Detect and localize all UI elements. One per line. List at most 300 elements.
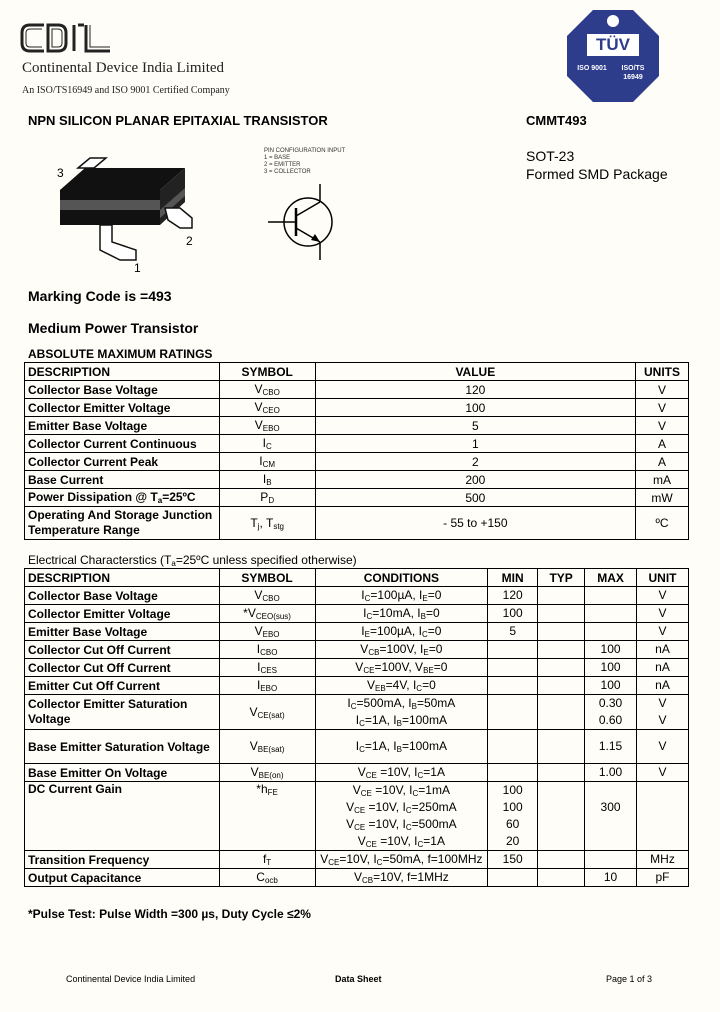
conditions-cell xyxy=(315,659,488,677)
cond-subscript: C xyxy=(364,594,371,603)
cell-line: V xyxy=(658,588,667,602)
cell-line: nA xyxy=(655,660,670,674)
tuv-badge xyxy=(565,8,661,104)
max-cell xyxy=(585,782,637,851)
symbol-cell xyxy=(219,695,315,730)
table-row xyxy=(25,471,689,489)
cond-symbol: I xyxy=(355,739,360,753)
cell-line xyxy=(588,587,633,604)
max-cell xyxy=(585,623,637,641)
cond-symbol: I xyxy=(419,588,423,602)
symbol-subscript: C xyxy=(265,442,272,451)
desc-cell xyxy=(25,507,220,540)
cond-subscript: CE xyxy=(328,858,340,867)
symbol-subscript: CEO(sus) xyxy=(255,612,291,621)
cell-line xyxy=(491,659,534,676)
cell-line xyxy=(319,712,485,729)
desc-cell: Output Capacitance xyxy=(25,869,220,887)
typ-cell xyxy=(538,605,585,623)
col-header: SYMBOL xyxy=(219,363,315,381)
abs-ratings-table xyxy=(24,362,689,540)
col-header: DESCRIPTION xyxy=(25,363,220,381)
cond-text: =0 xyxy=(427,624,442,638)
pin-1-label: 1 xyxy=(134,261,141,275)
symbol-cell xyxy=(219,587,315,605)
value-cell: 100 xyxy=(315,399,635,417)
unit-cell xyxy=(637,659,689,677)
cell-line xyxy=(640,808,685,825)
cond-symbol: V xyxy=(353,870,362,884)
cond-text: =100µA, xyxy=(370,588,420,602)
cond-symbol: V xyxy=(357,765,366,779)
cell-line: 10 xyxy=(603,870,618,884)
cond-text: =1A xyxy=(423,834,445,848)
symbol-text: I xyxy=(262,436,266,450)
cell-line: 1.00 xyxy=(598,765,623,779)
cell-line: pF xyxy=(655,870,670,884)
cond-symbol: V xyxy=(352,783,361,797)
cell-line: 100 xyxy=(600,660,621,674)
table-row xyxy=(25,435,689,453)
cond-subscript: CB xyxy=(368,648,380,657)
cond-text: =50mA xyxy=(416,696,456,710)
cond-subscript: B xyxy=(411,702,417,711)
unit-cell xyxy=(637,695,689,730)
cell-line xyxy=(319,833,485,850)
conditions-cell xyxy=(315,677,488,695)
cell-line xyxy=(588,816,633,833)
symbol-cell xyxy=(219,453,315,471)
typ-cell xyxy=(538,659,585,677)
cond-symbol: I xyxy=(402,800,406,814)
col-header: SYMBOL xyxy=(219,569,315,587)
symbol-cell xyxy=(219,764,315,782)
desc-text: Collector Emitter Voltage xyxy=(28,400,171,415)
cond-symbol: I xyxy=(361,588,365,602)
cond-text: =100µA, xyxy=(369,624,419,638)
cell-line: nA xyxy=(655,678,670,692)
symbol-subscript: stg xyxy=(273,521,284,531)
desc-text: Operating And Storage Junction Temperature Range xyxy=(28,508,213,537)
conditions-cell xyxy=(315,869,488,887)
elec-title xyxy=(28,553,357,568)
tuv-right: ISO/TS 16949 xyxy=(621,65,645,81)
cond-symbol: I xyxy=(418,624,422,638)
cond-text: =10V, xyxy=(365,800,403,814)
footer-center: Data Sheet xyxy=(335,974,382,984)
cond-text: =500mA, xyxy=(356,696,409,710)
conditions-cell xyxy=(315,782,488,851)
cond-subscript: CE xyxy=(365,840,377,849)
cond-subscript: B xyxy=(396,719,402,728)
cond-symbol: I xyxy=(408,696,412,710)
cell-line: V xyxy=(658,713,667,727)
symbol-cell xyxy=(219,399,315,417)
cond-text: =0 xyxy=(422,678,436,692)
unit-cell xyxy=(637,641,689,659)
symbol-text: T xyxy=(250,515,258,530)
cell-line xyxy=(319,851,485,868)
symbol-text: V xyxy=(254,400,263,414)
cell-line: 5 xyxy=(509,624,517,638)
conditions-cell xyxy=(315,695,488,730)
value-cell: 1 xyxy=(315,435,635,453)
typ-cell xyxy=(538,782,585,851)
symbol-subscript: CBO xyxy=(262,388,280,397)
desc-cell: Emitter Base Voltage xyxy=(25,623,220,641)
elec-title-text: Electrical Characterstics (T xyxy=(28,553,172,567)
min-cell xyxy=(488,677,538,695)
min-cell xyxy=(488,764,538,782)
symbol-text: *h xyxy=(256,782,268,796)
desc-cell xyxy=(25,417,220,435)
cond-subscript: B xyxy=(396,745,402,754)
value-cell: - 55 to +150 xyxy=(315,507,635,540)
symbol-cell xyxy=(219,489,315,507)
cond-symbol: V xyxy=(320,852,329,866)
desc-cell xyxy=(25,399,220,417)
min-cell xyxy=(488,641,538,659)
cell-line: V xyxy=(658,765,667,779)
cdil-logo xyxy=(18,20,128,56)
desc-cell: Collector Emitter Voltage xyxy=(25,605,220,623)
unit-cell xyxy=(637,587,689,605)
table-row xyxy=(25,453,689,471)
cell-line xyxy=(588,851,633,868)
symbol-cell xyxy=(219,417,315,435)
symbol-subscript: CM xyxy=(262,460,276,469)
unit-cell: V xyxy=(636,417,689,435)
cond-subscript: CE xyxy=(363,666,375,675)
unit-cell xyxy=(637,677,689,695)
pin-config-line: 2 = EMITTER xyxy=(264,162,301,168)
pin-config-line: 3 = COLLECTOR xyxy=(264,169,311,175)
cell-line: V xyxy=(658,696,667,710)
cell-line xyxy=(319,869,485,886)
symbol-cell xyxy=(219,782,315,851)
cell-line xyxy=(491,677,534,694)
unit-cell: A xyxy=(636,435,689,453)
symbol-cell xyxy=(219,659,315,677)
symbol-subscript: j xyxy=(257,521,260,531)
cell-line xyxy=(319,677,485,694)
table-row xyxy=(25,417,689,435)
cond-subscript: B xyxy=(420,612,426,621)
conditions-cell xyxy=(315,623,488,641)
cell-line: MHz xyxy=(650,852,675,866)
conditions-cell xyxy=(315,605,488,623)
cond-subscript: CB xyxy=(362,876,374,885)
symbol-subscript: BE(sat) xyxy=(257,745,285,754)
table-row xyxy=(25,695,689,730)
typ-cell xyxy=(538,623,585,641)
cond-symbol: V xyxy=(355,660,364,674)
conditions-cell xyxy=(315,851,488,869)
symbol-cell xyxy=(219,605,315,623)
conditions-cell xyxy=(315,730,488,764)
max-cell xyxy=(585,695,637,730)
typ-cell xyxy=(538,730,585,764)
max-cell xyxy=(585,869,637,887)
symbol-subscript: B xyxy=(266,478,272,487)
symbol-cell xyxy=(219,381,315,399)
typ-cell xyxy=(538,851,585,869)
symbol-subscript: BE(on) xyxy=(258,771,284,780)
symbol-cell xyxy=(219,851,315,869)
cell-line xyxy=(319,623,485,640)
cond-subscript: C xyxy=(417,771,424,780)
tuv-badge-icon xyxy=(565,8,661,104)
electrical-table xyxy=(24,568,689,887)
cond-text: =0 xyxy=(425,606,440,620)
symbol-text: V xyxy=(254,624,263,638)
table-row xyxy=(25,623,689,641)
symbol-subscript: EBO xyxy=(260,684,278,693)
cond-symbol: V xyxy=(346,817,355,831)
cond-text: =10V, xyxy=(339,852,374,866)
cell-line xyxy=(319,816,485,833)
cond-subscript: C xyxy=(412,789,419,798)
abs-title: ABSOLUTE MAXIMUM RATINGS xyxy=(28,347,213,361)
cond-subscript: C xyxy=(359,745,365,754)
transistor-symbol-icon xyxy=(258,178,338,268)
cell-line xyxy=(588,605,633,622)
cond-subscript: C xyxy=(405,823,412,832)
cond-text: =100mA xyxy=(401,739,447,753)
col-header: DESCRIPTION xyxy=(25,569,220,587)
symbol-cell xyxy=(219,471,315,489)
cond-symbol: I xyxy=(402,817,406,831)
min-cell xyxy=(488,851,538,869)
cond-subscript: C xyxy=(405,806,412,815)
cell-line: 20 xyxy=(506,834,520,848)
part-number: CMMT493 xyxy=(526,113,587,128)
min-cell xyxy=(488,695,538,730)
table-row xyxy=(25,782,689,851)
cond-symbol: V xyxy=(366,678,375,692)
cond-symbol: I xyxy=(361,624,365,638)
desc-subscript: a xyxy=(157,496,163,505)
cell-line: 120 xyxy=(502,588,523,602)
col-header: UNITS xyxy=(636,363,689,381)
cond-subscript: CE xyxy=(365,771,377,780)
symbol-text: f xyxy=(262,852,267,866)
typ-cell xyxy=(538,641,585,659)
cond-subscript: CE xyxy=(354,806,366,815)
package-drawing xyxy=(50,150,200,270)
conditions-cell xyxy=(315,764,488,782)
desc-cell: Base Emitter On Voltage xyxy=(25,764,220,782)
symbol-text: I xyxy=(257,660,261,674)
unit-cell: mW xyxy=(636,489,689,507)
value-cell: 120 xyxy=(315,381,635,399)
symbol-cell xyxy=(219,507,315,540)
cell-line xyxy=(491,738,534,755)
min-cell xyxy=(488,659,538,677)
table-row xyxy=(25,587,689,605)
cell-line xyxy=(319,738,485,755)
desc-text: Emitter Base Voltage xyxy=(28,418,148,433)
desc-cell: Collector Base Voltage xyxy=(25,587,220,605)
table-row xyxy=(25,659,689,677)
symbol-cell xyxy=(219,623,315,641)
unit-cell: mA xyxy=(636,471,689,489)
symbol-subscript: CBO xyxy=(262,594,280,603)
cell-line: 150 xyxy=(502,852,523,866)
cell-line: 1.15 xyxy=(598,739,623,753)
desc-text: Collector Current Continuous xyxy=(28,436,197,451)
cond-subscript: BE xyxy=(423,666,434,675)
value-cell: 500 xyxy=(315,489,635,507)
symbol-subscript: CES xyxy=(260,666,277,675)
unit-cell xyxy=(637,851,689,869)
cell-line: V xyxy=(658,606,667,620)
unit-cell: A xyxy=(636,453,689,471)
max-cell xyxy=(585,659,637,677)
min-cell xyxy=(488,869,538,887)
table-row xyxy=(25,641,689,659)
cond-subscript: C xyxy=(416,684,423,693)
conditions-cell xyxy=(315,641,488,659)
cond-symbol: I xyxy=(373,852,377,866)
cond-symbol: V xyxy=(357,834,366,848)
symbol-cell xyxy=(219,435,315,453)
cond-symbol: I xyxy=(414,834,418,848)
cond-text: =100V, xyxy=(379,642,421,656)
pin-config xyxy=(264,148,345,176)
table-row xyxy=(25,507,689,540)
table-row xyxy=(25,851,689,869)
symbol-text: V xyxy=(249,739,258,753)
typ-cell xyxy=(538,869,585,887)
symbol-subscript: CEO xyxy=(262,406,280,415)
unit-cell xyxy=(637,764,689,782)
col-header: VALUE xyxy=(315,363,635,381)
cond-symbol: I xyxy=(409,783,413,797)
col-header: UNIT xyxy=(637,569,689,587)
symbol-subscript: EBO xyxy=(262,630,280,639)
desc-cell xyxy=(25,453,220,471)
cond-subscript: C xyxy=(350,702,357,711)
cell-line: 60 xyxy=(506,817,520,831)
desc-text: Collector Base Voltage xyxy=(28,382,158,397)
desc-text: =25ºC xyxy=(162,490,196,504)
symbol-text: *V xyxy=(243,606,256,620)
symbol-text: C xyxy=(256,870,265,884)
cond-symbol: I xyxy=(412,678,417,692)
min-cell xyxy=(488,587,538,605)
cell-line xyxy=(588,782,633,799)
cond-text: =10V, f=1MHz xyxy=(373,870,449,884)
desc-text: Collector Current Peak xyxy=(28,454,159,469)
desc-cell: Emitter Cut Off Current xyxy=(25,677,220,695)
symbol-text: V xyxy=(249,704,258,719)
cell-line xyxy=(491,764,534,781)
cell-line: nA xyxy=(655,642,670,656)
max-cell xyxy=(585,641,637,659)
cell-line: 0.60 xyxy=(598,713,623,727)
symbol-text: V xyxy=(250,765,259,779)
symbol-subscript: T xyxy=(266,858,272,867)
symbol-text: P xyxy=(260,490,269,504)
symbol-cell xyxy=(219,730,315,764)
symbol-subscript: ocb xyxy=(264,876,278,885)
max-cell xyxy=(585,764,637,782)
cond-symbol: I xyxy=(420,642,424,656)
cond-text: =0 xyxy=(428,642,443,656)
package-desc: Formed SMD Package xyxy=(526,166,668,182)
cond-text: =4V, xyxy=(385,678,413,692)
desc-cell xyxy=(25,381,220,399)
footer-right: Page 1 of 3 xyxy=(606,974,653,984)
cell-line: V xyxy=(658,739,667,753)
cond-text: =0 xyxy=(433,660,448,674)
desc-cell xyxy=(25,471,220,489)
pin-3-label: 3 xyxy=(57,166,64,180)
cond-subscript: C xyxy=(376,858,383,867)
cond-text: =10V, xyxy=(376,834,415,848)
cell-line xyxy=(319,799,485,816)
cond-symbol: I xyxy=(355,713,360,727)
cell-line xyxy=(319,764,485,781)
desc-cell: Collector Emitter Saturation Voltage xyxy=(25,695,220,730)
cell-line xyxy=(588,623,633,640)
unit-cell xyxy=(637,730,689,764)
cond-text: =10mA, xyxy=(372,606,418,620)
symbol-cell xyxy=(219,641,315,659)
cond-text: =500mA xyxy=(411,817,457,831)
cond-subscript: C xyxy=(366,612,373,621)
value-cell: 2 xyxy=(315,453,635,471)
desc-text: Power Dissipation @ T xyxy=(28,490,158,504)
symbol-text: I xyxy=(259,454,263,468)
cell-line xyxy=(319,587,485,604)
symbol-subscript: CE(sat) xyxy=(257,710,285,720)
marking-code: Marking Code is =493 xyxy=(28,288,172,304)
pin-config-line: 1 = BASE xyxy=(264,155,291,161)
desc-cell: Base Emitter Saturation Voltage xyxy=(25,730,220,764)
cond-text: =10V, xyxy=(371,783,410,797)
unit-cell xyxy=(637,869,689,887)
cond-subscript: CE xyxy=(360,789,372,798)
table-row xyxy=(25,764,689,782)
company-name: Continental Device India Limited xyxy=(22,60,225,76)
symbol-text: I xyxy=(256,642,261,656)
cell-line: V xyxy=(658,624,667,638)
cond-text: =1mA xyxy=(418,783,450,797)
min-cell xyxy=(488,623,538,641)
table-header-row xyxy=(25,569,689,587)
cond-symbol: V xyxy=(346,800,355,814)
cell-line xyxy=(588,833,633,850)
symbol-subscript: CBO xyxy=(260,648,278,657)
col-header: MAX xyxy=(585,569,637,587)
desc-text: Base Current xyxy=(28,472,104,487)
typ-cell xyxy=(538,764,585,782)
typ-cell xyxy=(538,587,585,605)
cond-text: =1A, xyxy=(364,713,394,727)
table-row xyxy=(25,677,689,695)
symbol-text: V xyxy=(254,382,263,396)
cond-subscript: E xyxy=(423,648,429,657)
cell-line xyxy=(319,782,485,799)
unit-cell: V xyxy=(636,381,689,399)
cond-text: =10V, xyxy=(365,817,403,831)
unit-cell xyxy=(637,782,689,851)
cond-text: =100mA xyxy=(401,713,447,727)
subtitle: Medium Power Transistor xyxy=(28,320,199,336)
col-header: TYP xyxy=(538,569,585,587)
